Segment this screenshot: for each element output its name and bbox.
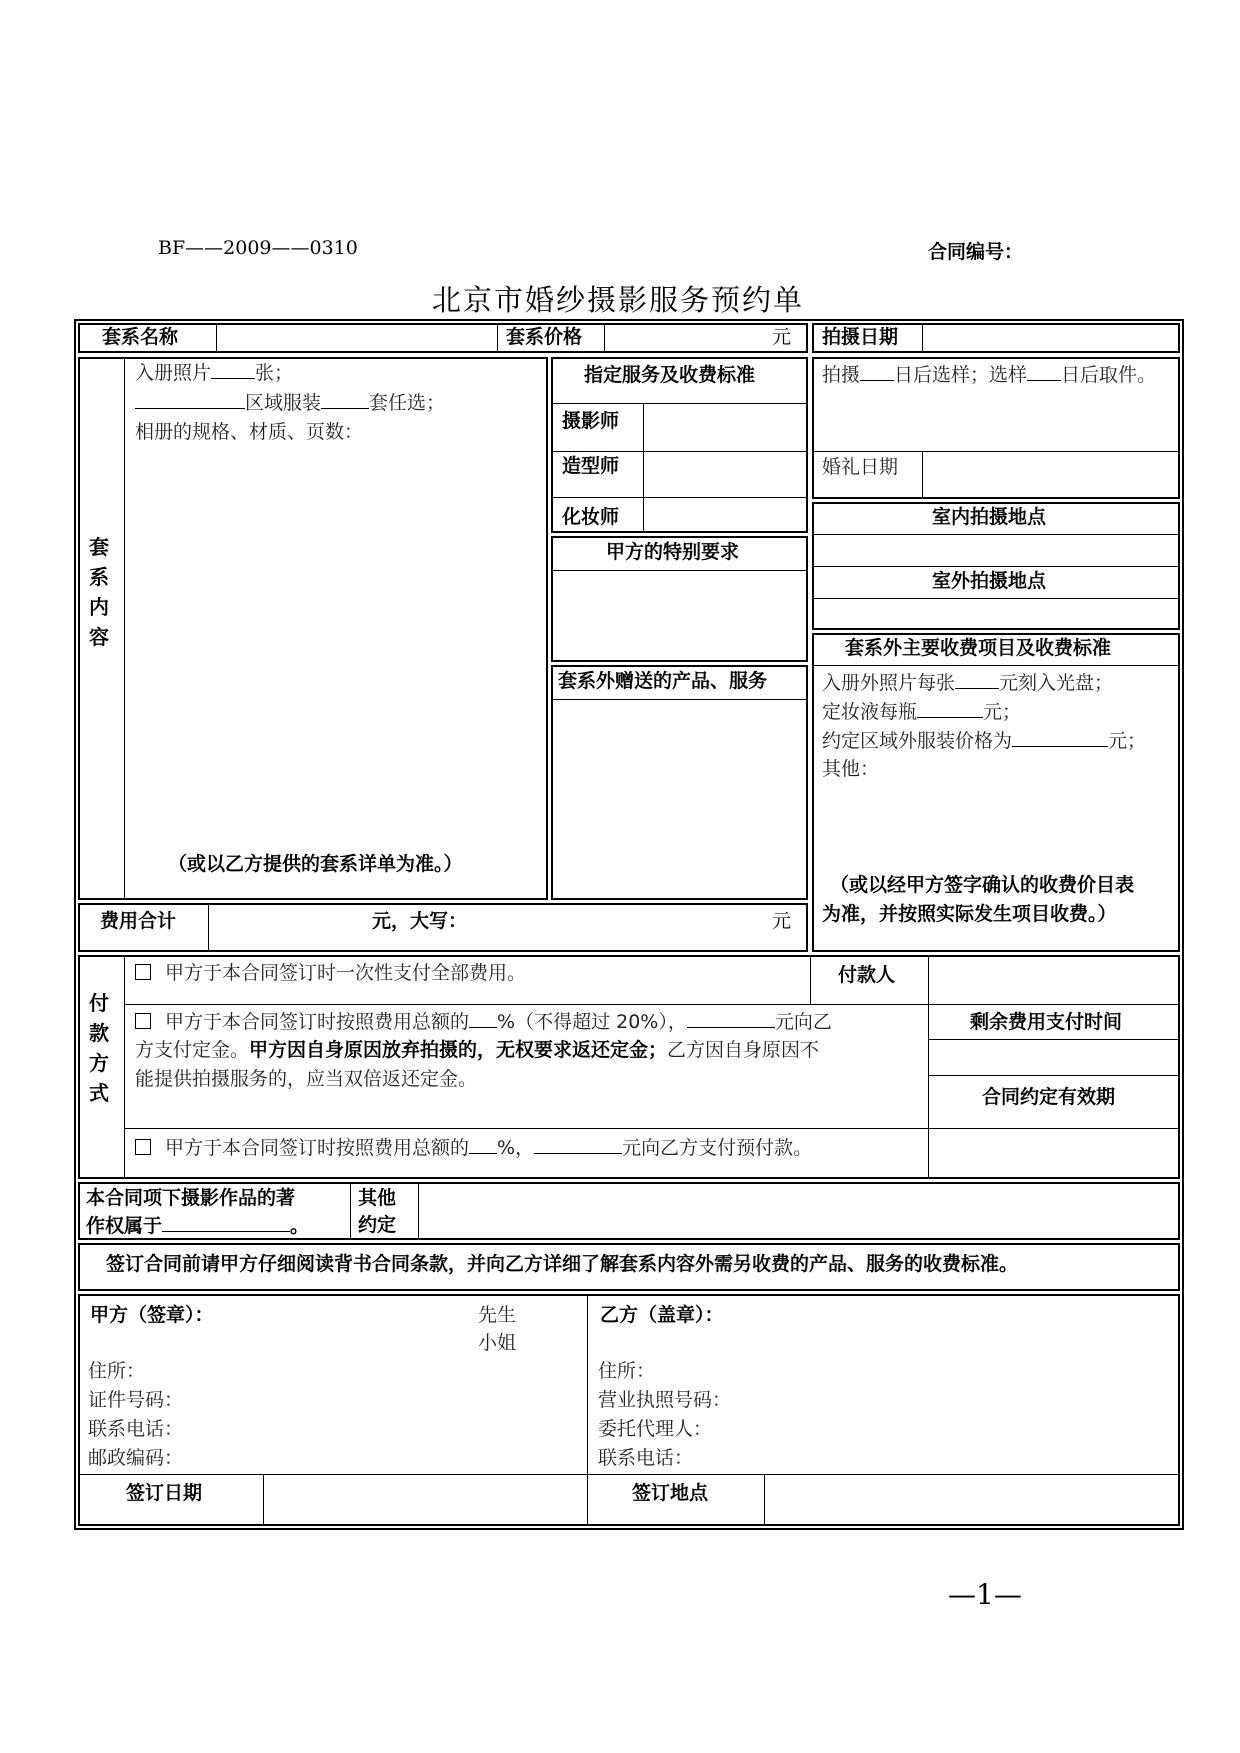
party-b-license: 营业执照号码： — [598, 1389, 732, 1411]
validity-field[interactable] — [930, 1130, 1176, 1176]
form-code: BF——2009——0310 — [158, 237, 358, 259]
deposit-line2: 方支付定金。甲方因自身原因放弃拍摄的，无权要求返还定金；乙方因自身原因不 — [135, 1039, 820, 1061]
yuan-label: 元 — [772, 326, 792, 348]
extra-makeup-line: 定妆液每瓶 元； — [822, 697, 1021, 726]
photographer-label: 摄影师 — [562, 410, 620, 432]
copyright-line2: 作权属于 。 — [86, 1211, 309, 1240]
extra-other-line: 其他： — [822, 758, 880, 780]
party-b-agent: 委托代理人： — [598, 1418, 713, 1440]
prepay-checkbox[interactable] — [135, 1139, 151, 1155]
signing-place-field[interactable] — [766, 1474, 1176, 1520]
party-a-ms: 小姐 — [478, 1332, 517, 1354]
outdoor-location-field[interactable] — [816, 598, 1176, 626]
party-a-phone: 联系电话： — [88, 1418, 184, 1440]
payment-option-deposit: 甲方于本合同签订时按照费用总额的 %（不得超过 20%）， 元向乙 — [135, 1007, 832, 1036]
contract-number-label: 合同编号： — [928, 241, 1024, 263]
extra-costume-line: 约定区域外服装价格为 元； — [822, 726, 1146, 755]
extra-photo-line: 入册外照片每张 元刻入光盘； — [822, 668, 1113, 697]
package-price-label: 套系价格 — [506, 326, 583, 348]
copyright-line1: 本合同项下摄影作品的著 — [86, 1187, 296, 1209]
payment-option-prepay: 甲方于本合同签订时按照费用总额的 %， 元向乙方支付预付款。 — [135, 1133, 812, 1162]
page-number: —1— — [948, 1578, 1022, 1611]
signing-place-label: 签订地点 — [632, 1482, 709, 1504]
total-mid-label: 元，大写： — [372, 910, 468, 932]
wedding-date-field[interactable] — [924, 451, 1176, 495]
package-price-field[interactable] — [606, 325, 766, 351]
signing-date-field[interactable] — [264, 1474, 584, 1520]
total-words-field[interactable] — [470, 905, 766, 949]
payer-label: 付款人 — [838, 964, 896, 986]
shoot-date-label: 拍摄日期 — [822, 326, 899, 348]
shoot-date-field[interactable] — [924, 325, 1176, 351]
party-a-address: 住所： — [88, 1360, 146, 1382]
package-note: （或以乙方提供的套系详单为准。） — [168, 853, 463, 875]
other-label-1: 其他 — [358, 1187, 397, 1209]
copyright-owner-field[interactable] — [162, 1211, 290, 1232]
signing-date-label: 签订日期 — [126, 1482, 203, 1504]
deposit-line3: 能提供拍摄服务的，应当双倍返还定金。 — [135, 1068, 478, 1090]
album-line: 相册的规格、材质、页数： — [135, 421, 364, 443]
special-requirements-heading: 甲方的特别要求 — [606, 541, 740, 563]
payer-field[interactable] — [930, 959, 1176, 1001]
wedding-date-label: 婚礼日期 — [822, 456, 899, 478]
package-name-field[interactable] — [216, 325, 492, 351]
indoor-location-heading: 室内拍摄地点 — [932, 506, 1047, 528]
payment-side-label: 付 款 方 式 — [89, 991, 109, 1105]
party-a-label: 甲方（签章）： — [90, 1304, 214, 1326]
remaining-payment-label: 剩余费用支付时间 — [970, 1011, 1123, 1033]
makeup-label: 化妆师 — [562, 506, 620, 528]
gifts-heading: 套系外赠送的产品、服务 — [558, 670, 768, 692]
total-amount-field[interactable] — [210, 905, 370, 949]
photographer-field[interactable] — [644, 403, 804, 447]
party-b-address: 住所： — [598, 1360, 656, 1382]
photos-line: 入册照片 张； — [135, 358, 293, 387]
stylist-label: 造型师 — [562, 455, 620, 477]
indoor-location-field[interactable] — [816, 534, 1176, 564]
package-name-label: 套系名称 — [102, 326, 179, 348]
package-side-label: 套 系 内 容 — [89, 535, 109, 649]
special-requirements-field[interactable] — [555, 570, 804, 658]
full-payment-checkbox[interactable] — [135, 964, 151, 980]
remaining-payment-field[interactable] — [930, 1040, 1176, 1072]
extra-charges-heading: 套系外主要收费项目及收费标准 — [845, 637, 1112, 659]
payment-option-full: 甲方于本合同签订时一次性支付全部费用。 — [135, 959, 526, 987]
total-label: 费用合计 — [100, 910, 177, 932]
deposit-checkbox[interactable] — [135, 1013, 151, 1029]
outdoor-location-heading: 室外拍摄地点 — [932, 570, 1047, 592]
party-a-mr: 先生 — [478, 1304, 517, 1326]
party-a-zip: 邮政编码： — [88, 1447, 184, 1469]
other-agreement-field[interactable] — [420, 1184, 1176, 1238]
party-a-id: 证件号码： — [88, 1389, 184, 1411]
party-b-phone: 联系电话： — [598, 1447, 694, 1469]
validity-label: 合同约定有效期 — [982, 1086, 1116, 1108]
total-yuan: 元 — [772, 910, 792, 932]
page-title: 北京市婚纱摄影服务预约单 — [432, 283, 805, 317]
stylist-field[interactable] — [644, 451, 804, 493]
other-label-2: 约定 — [358, 1214, 397, 1236]
party-b-label: 乙方（盖章）： — [600, 1304, 724, 1326]
extra-note-line2: 为准，并按照实际发生项目收费。） — [822, 903, 1117, 925]
pick-up-line: 拍摄 日后选样；选样 日后取件。 — [822, 360, 1156, 389]
service-heading: 指定服务及收费标准 — [584, 364, 756, 386]
costume-line: 区域服装 套任选； — [135, 388, 445, 417]
gifts-field[interactable] — [555, 699, 804, 896]
notice-text: 签订合同前请甲方仔细阅读背书合同条款，并向乙方详细了解套系内容外需另收费的产品、服务的收费标准。 — [106, 1253, 1019, 1275]
makeup-field[interactable] — [644, 497, 804, 529]
extra-note-line1: （或以经甲方签字确认的收费价目表 — [830, 874, 1135, 896]
